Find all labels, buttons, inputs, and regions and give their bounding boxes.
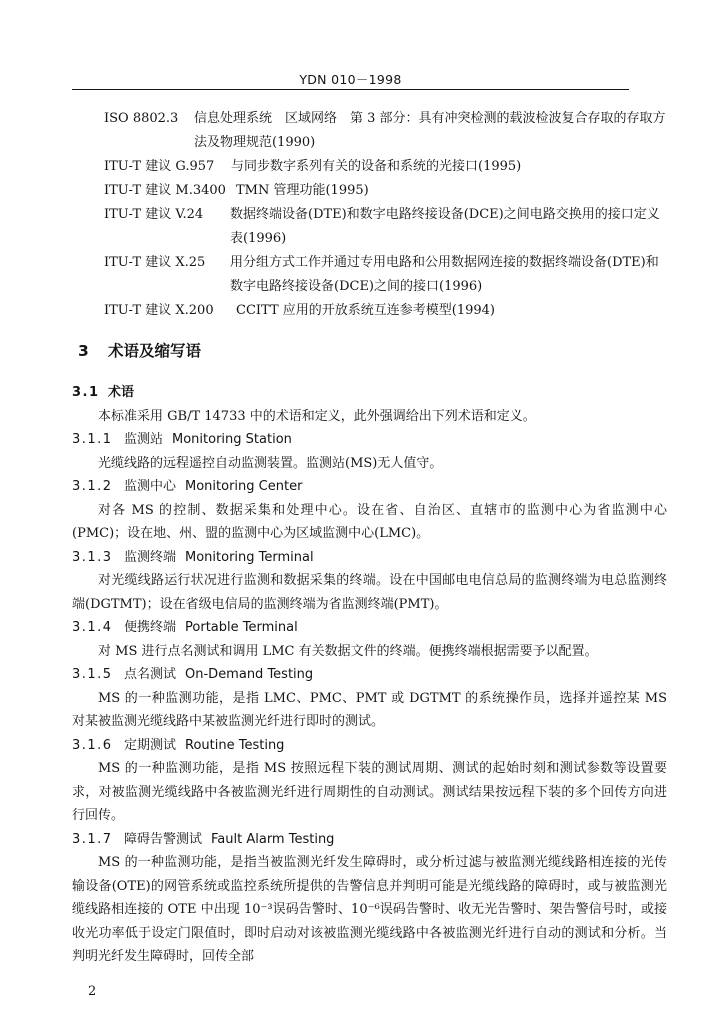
reference-title: 信息处理系统 区域网络 第 3 部分：具有冲突检测的载波检波复合存取的存取方法及物理规范(1990)	[194, 111, 666, 150]
standard-code-header: YDN 010－1998	[299, 72, 402, 87]
reference-title: TMN 管理功能(1995)	[236, 183, 369, 198]
section-title: 术语及缩写语	[108, 342, 202, 360]
section-number: 3	[78, 342, 89, 360]
intro-paragraph: 本标准采用 GB/T 14733 中的术语和定义，此外强调给出下列术语和定义。	[98, 408, 536, 424]
reference-code: ITU-T 建议 V.24	[104, 207, 204, 222]
term-definition: MS 的一种监测功能，是指 LMC、PMC、PMT 或 DGTMT 的系统操作员，选择并遥控某 MS 对某被监测光缆线路中某被监测光纤进行即时的测试。	[72, 690, 667, 729]
reference-code: ISO 8802.3	[104, 111, 179, 126]
term-chinese: 监测终端	[124, 549, 177, 565]
reference-item	[104, 251, 670, 299]
reference-code: ITU-T 建议 X.200	[104, 303, 214, 318]
term-heading	[72, 475, 667, 499]
reference-title: 用分组方式工作并通过专用电路和公用数据网连接的数据终端设备(DTE)和数字电路终接设备(DCE)之间的接口(1996)	[230, 255, 659, 294]
reference-title: CCITT 应用的开放系统互连参考模型(1994)	[236, 303, 495, 318]
term-definition: 对光缆线路运行状况进行监测和数据采集的终端。设在中国邮电电信总局的监测终端为电总监测终端(DGTMT)；设在省级电信局的监测终端为省监测终端(PMT)。	[72, 573, 667, 612]
reference-code: ITU-T 建议 X.25	[104, 255, 206, 270]
reference-item	[104, 155, 670, 179]
term-number: 3.1.7	[72, 831, 113, 847]
section-heading	[78, 339, 201, 361]
reference-title: 数据终端设备(DTE)和数字电路终接设备(DCE)之间电路交换用的接口定义表(1996)	[230, 207, 660, 246]
term-heading	[72, 734, 667, 758]
term-definition: 对 MS 进行点名测试和调用 LMC 有关数据文件的终端。便携终端根据需要予以配置。	[98, 643, 598, 659]
term-chinese: 点名测试	[124, 667, 177, 682]
page-number: 2	[88, 984, 97, 999]
term-definition: MS 的一种监测功能，是指 MS 按照远程下装的测试周期、测试的起始时刻和测试参数等设置要求，对被监测光缆线路中各被监测光纤进行周期性的自动测试。测试结果按远程下装的多个回传方向进行回传。	[72, 761, 667, 823]
reference-code: ITU-T 建议 M.3400	[104, 183, 226, 198]
reference-list	[104, 107, 670, 323]
term-english: Fault Alarm Testing	[211, 831, 335, 847]
term-english: Portable Terminal	[185, 620, 298, 635]
subsection-title: 术语	[108, 385, 135, 400]
reference-item	[104, 203, 670, 251]
header-rule	[72, 89, 629, 90]
term-chinese: 监测中心	[124, 479, 177, 494]
term-english: Monitoring Terminal	[185, 549, 314, 565]
term-number: 3.1.2	[72, 479, 113, 494]
reference-item	[104, 299, 670, 323]
term-number: 3.1.6	[72, 737, 113, 753]
term-number: 3.1.1	[72, 432, 113, 447]
term-chinese: 定期测试	[124, 737, 177, 753]
subsection-number: 3.1	[72, 385, 100, 400]
term-chinese: 便携终端	[124, 620, 177, 635]
term-definition: 对各 MS 的控制、数据采集和处理中心。设在省、自治区、直辖市的监测中心为省监测中心(PMC)；设在地、州、盟的监测中心为区域监测中心(LMC)。	[72, 502, 667, 541]
term-english: Monitoring Center	[185, 479, 303, 494]
term-number: 3.1.3	[72, 549, 113, 565]
term-definition: 光缆线路的远程遥控自动监测装置。监测站(MS)无人值守。	[98, 455, 443, 471]
term-heading	[72, 428, 667, 452]
term-english: Monitoring Station	[172, 432, 292, 447]
term-number: 3.1.5	[72, 667, 113, 682]
term-english: Routine Testing	[185, 737, 285, 753]
terms-body	[72, 381, 667, 969]
term-heading	[72, 828, 667, 852]
reference-title: 与同步数字系列有关的设备和系统的光接口(1995)	[231, 159, 522, 174]
term-number: 3.1.4	[72, 620, 113, 635]
term-definition: MS 的一种监测功能，是指当被监测光纤发生障碍时，或分析过滤与被监测光缆线路相连接的光传输设备(OTE)的网管系统或监控系统所提供的告警信息并判明可能是光缆线路的障碍时，或与被监测光缆线路相连接的 OTE 中出现 10⁻³误码告警时、10⁻⁶误码告警时、收无光告警时、架告警信号时，或接收光功率低于设定门限值时，即时启动对该被监测光缆线路中各被监测光纤进行自动的测试和分析。当判明光纤发生障碍时，回传全部	[72, 855, 667, 964]
term-heading	[72, 616, 667, 640]
reference-item	[104, 179, 670, 203]
term-chinese: 监测站	[124, 432, 164, 447]
reference-code: ITU-T 建议 G.957	[104, 159, 215, 174]
term-heading	[72, 663, 667, 687]
subsection-heading	[72, 381, 667, 405]
term-chinese: 障碍告警测试	[124, 831, 203, 847]
term-english: On-Demand Testing	[185, 667, 314, 682]
term-heading	[72, 546, 667, 570]
reference-item	[104, 107, 670, 155]
